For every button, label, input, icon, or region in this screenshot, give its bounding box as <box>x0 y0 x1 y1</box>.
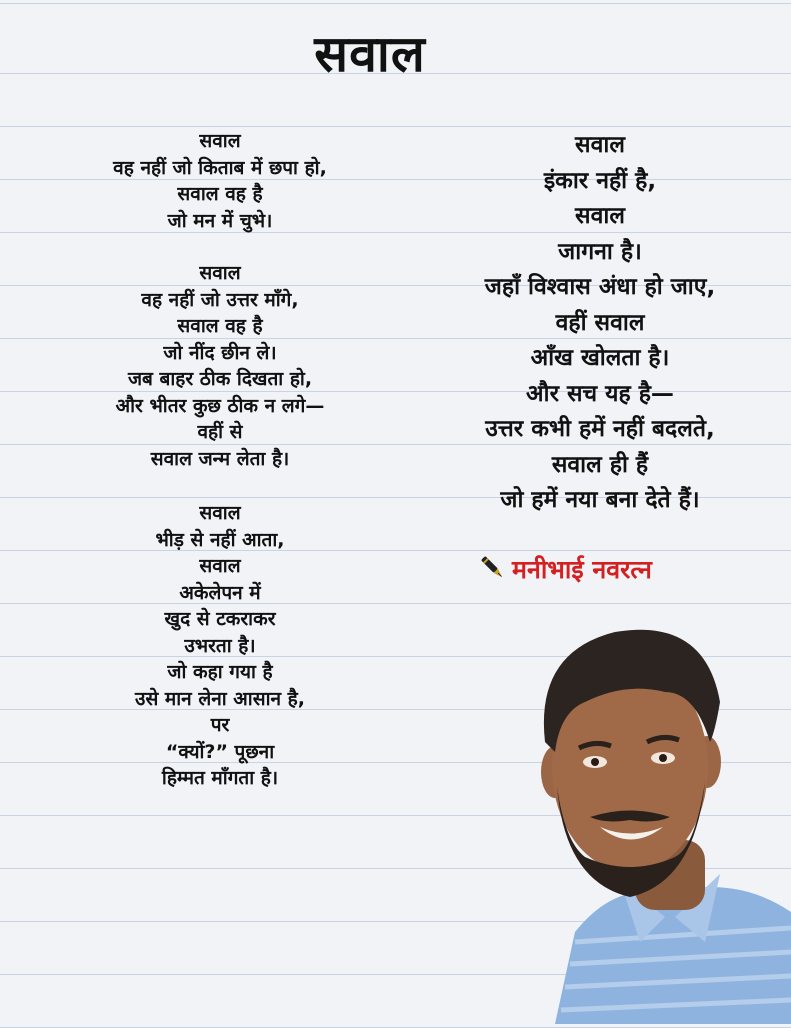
verse-line: सवाल <box>199 262 241 284</box>
verse-line: सवाल <box>575 132 625 158</box>
verse-line: अकेलेपन में <box>179 581 261 604</box>
verse-line: सवाल ही हैं <box>551 451 649 478</box>
poem-title: सवाल <box>314 25 426 83</box>
verse-line: उभरता है। <box>184 634 256 657</box>
verse-line: भीड़ से नहीं आता, <box>155 528 285 551</box>
author-portrait <box>515 612 791 1024</box>
verse-line: सवाल <box>199 130 241 152</box>
verse-line: जागना है। <box>558 238 642 265</box>
verse-line: वहीं से <box>197 421 243 443</box>
verse-line: जो कहा गया है <box>167 661 273 683</box>
verse-line: सवाल वह है <box>177 315 263 337</box>
poem-left-column <box>40 128 400 792</box>
author-signature <box>478 552 758 589</box>
verse-line: हिम्मत माँगता है। <box>161 767 279 789</box>
verse-line: जो मन में चुभे। <box>167 209 273 232</box>
stanza-1 <box>40 128 400 234</box>
stanza-3 <box>40 500 400 792</box>
stanza-right <box>425 128 775 519</box>
verse-line: सवाल <box>199 502 241 524</box>
author-name: मनीभाई नवरत्न <box>512 555 652 584</box>
verse-line: आँख खोलता है। <box>530 345 670 371</box>
verse-line: “क्यों?” पूछना <box>165 740 275 763</box>
verse-line: और भीतर कुछ ठीक न लगे— <box>115 394 325 417</box>
pen-icon <box>478 553 508 589</box>
verse-line: पर <box>210 714 230 736</box>
verse-line: उत्तर कभी हमें नहीं बदलते, <box>485 416 715 442</box>
verse-line: सवाल <box>575 203 625 229</box>
stanza-2 <box>40 260 400 472</box>
verse-line: जो नींद छीन ले। <box>163 341 277 364</box>
verse-line: उसे मान लेना आसान है, <box>135 687 305 710</box>
verse-line: और सच यह है— <box>526 380 674 407</box>
verse-line: सवाल <box>199 555 241 577</box>
verse-line: इंकार नहीं है, <box>543 167 657 194</box>
verse-line: वह नहीं जो किताब में छपा हो, <box>113 156 327 179</box>
verse-line: जब बाहर ठीक दिखता हो, <box>127 368 313 390</box>
verse-line: जहाँ विश्वास अंधा हो जाए, <box>484 274 716 300</box>
verse-line: सवाल जन्म लेता है। <box>150 447 290 470</box>
poem-right-column <box>425 128 775 519</box>
verse-line: जो हमें नया बना देते हैं। <box>500 487 700 513</box>
verse-line: सवाल वह है <box>177 183 263 205</box>
verse-line: खुद से टकराकर <box>164 608 276 630</box>
verse-line: वहीं सवाल <box>555 309 645 336</box>
verse-line: वह नहीं जो उत्तर माँगे, <box>141 288 299 311</box>
